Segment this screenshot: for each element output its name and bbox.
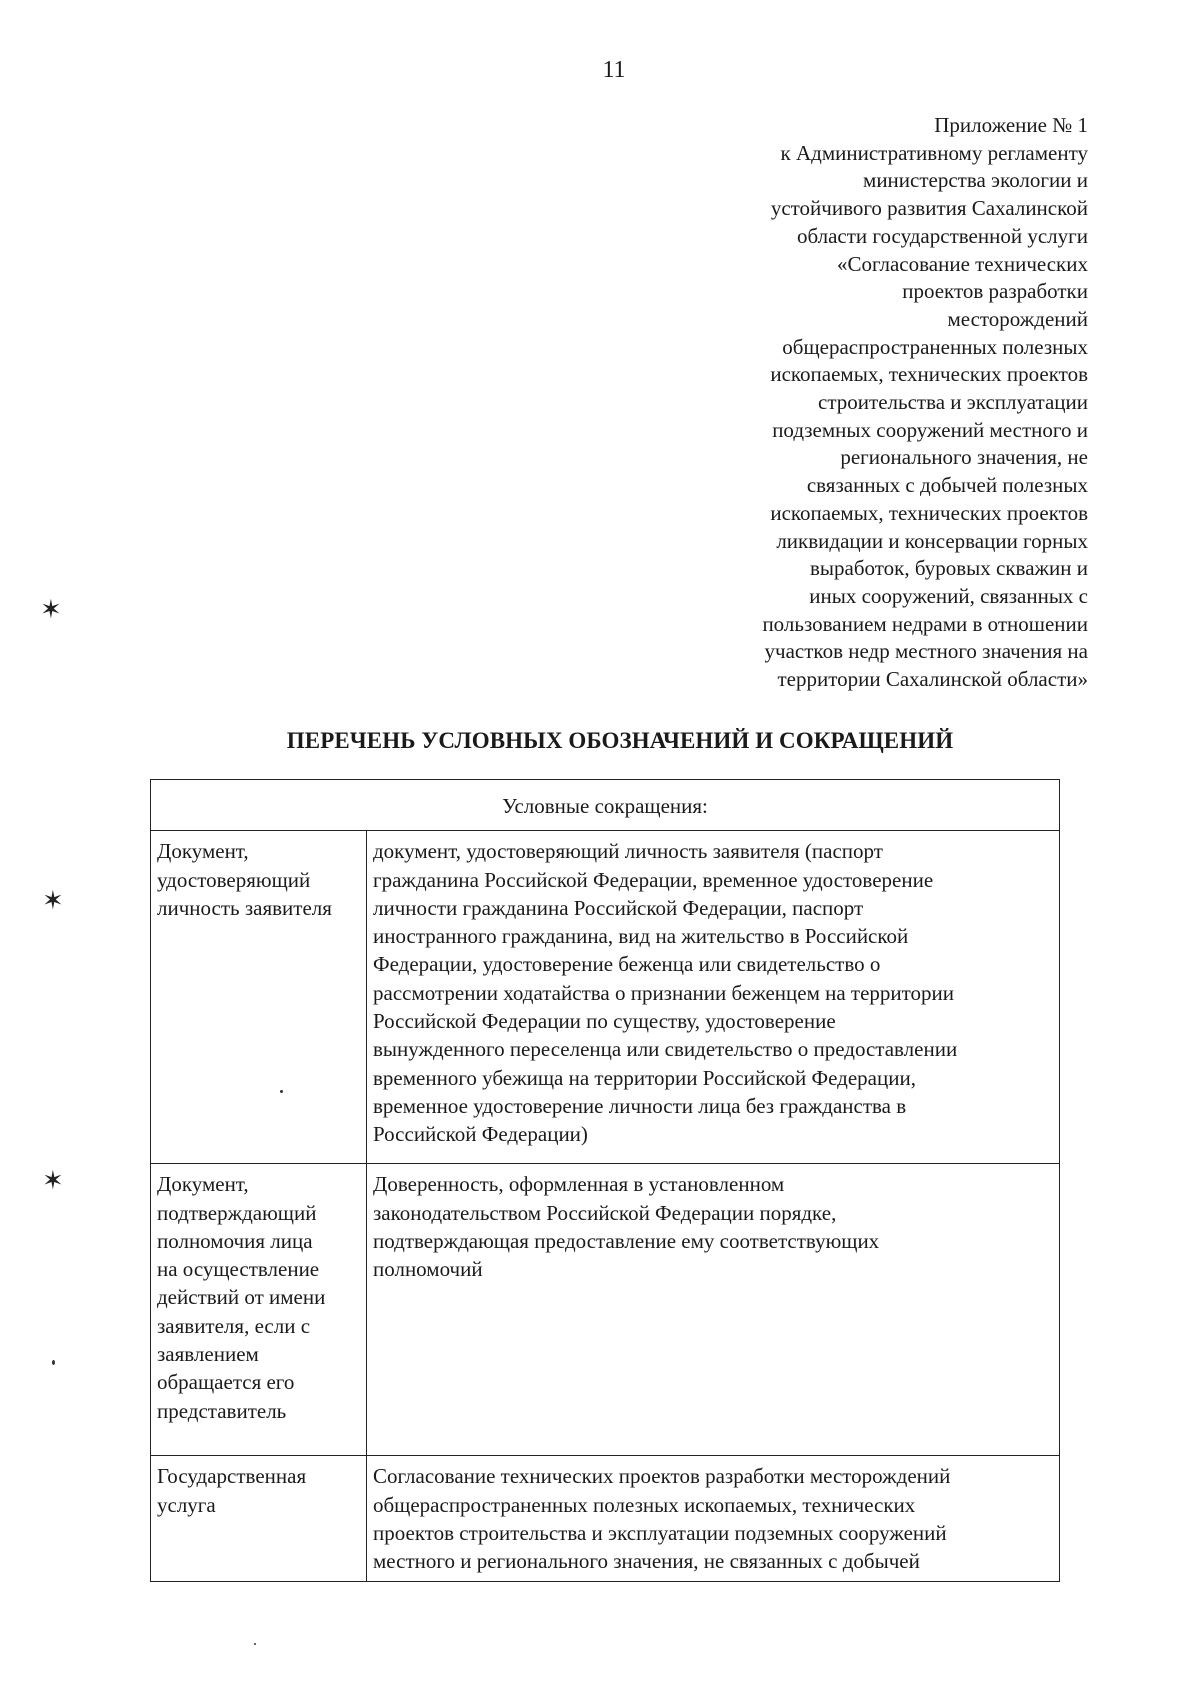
annex-line: территории Сахалинской области» xyxy=(777,667,1088,692)
definition-line: временное удостоверение личности лица без гражданства в xyxy=(373,1093,907,1118)
term-line: удостоверяющий xyxy=(157,867,311,892)
annex-header xyxy=(668,112,1088,694)
definition-line: личности гражданина Российской Федерации, паспорт xyxy=(373,895,864,920)
definition-line: Российской Федерации) xyxy=(373,1122,588,1147)
definition-line: подтверждающая предоставление ему соответствующих xyxy=(373,1228,880,1253)
definition-line: проектов строительства и эксплуатации подземных сооружений xyxy=(373,1520,947,1545)
term-line: личность заявителя xyxy=(157,895,332,920)
scan-speck xyxy=(280,1090,283,1093)
definition-line: Доверенность, оформленная в установленном xyxy=(373,1172,785,1197)
annex-line: иных сооружений, связанных с xyxy=(809,583,1088,608)
term-line: на осуществление xyxy=(157,1257,320,1282)
term-line: обращается его xyxy=(157,1370,295,1395)
annex-line: «Согласование технических xyxy=(836,251,1088,276)
table-row xyxy=(151,1164,1060,1456)
term-line: действий от имени xyxy=(157,1285,326,1310)
term-line: представитель xyxy=(157,1398,287,1423)
definition-line: рассмотрении ходатайства о признании беженцем на территории xyxy=(373,980,955,1005)
definition-line: Федерации, удостоверение беженца или свидетельство о xyxy=(373,952,881,977)
document-title: ПЕРЕЧЕНЬ УСЛОВНЫХ ОБОЗНАЧЕНИЙ И СОКРАЩЕНИЙ xyxy=(286,728,954,753)
definition-line: законодательством Российской Федерации порядке, xyxy=(373,1200,837,1225)
definition-line: полномочий xyxy=(373,1257,483,1282)
term-line: заявлением xyxy=(157,1342,259,1367)
term-cell xyxy=(151,831,367,1164)
annex-line: общераспространенных полезных xyxy=(782,334,1088,359)
definition-line: вынужденного переселенца или свидетельство о предоставлении xyxy=(373,1037,958,1062)
term-line: Документ, xyxy=(157,1172,249,1197)
annex-line: ископаемых, технических проектов xyxy=(770,362,1088,387)
annex-line: регионального значения, не xyxy=(840,445,1088,470)
term-line: Документ, xyxy=(157,839,249,864)
annex-line: Приложение № 1 xyxy=(934,113,1088,137)
annex-line: ликвидации и консервации горных xyxy=(776,528,1088,553)
annex-line: министерства экологии и xyxy=(863,168,1088,193)
annex-line: к Административному регламенту xyxy=(780,140,1088,165)
table-header: Условные сокращения: xyxy=(151,780,1060,831)
scan-blot-mark: ✶ xyxy=(42,886,64,915)
scan-speck xyxy=(52,1360,55,1365)
definition-line: общераспространенных полезных ископаемых, технических xyxy=(373,1492,916,1517)
scan-speck xyxy=(254,1643,256,1645)
annex-line: пользованием недрами в отношении xyxy=(762,611,1088,636)
definition-line: местного и регионального значения, не связанных с добычей xyxy=(373,1549,920,1574)
definition-line: документ, удостоверяющий личность заявителя (паспорт xyxy=(373,839,883,864)
annex-line: устойчивого развития Сахалинской xyxy=(770,196,1088,221)
annex-line: месторождений xyxy=(947,306,1088,331)
definition-line: Российской Федерации по существу, удостоверение xyxy=(373,1009,836,1034)
table-row xyxy=(151,1456,1060,1582)
definition-line: Согласование технических проектов разработки месторождений xyxy=(373,1464,951,1489)
term-line: Государственная xyxy=(157,1464,307,1489)
definition-line: иностранного гражданина, вид на жительство в Российской xyxy=(373,924,909,949)
abbreviations-table xyxy=(150,779,1060,1582)
annex-line: ископаемых, технических проектов xyxy=(770,500,1088,525)
term-line: полномочия лица xyxy=(157,1228,313,1253)
annex-line: связанных с добычей полезных xyxy=(806,473,1088,498)
annex-line: подземных сооружений местного и xyxy=(772,417,1088,442)
term-cell xyxy=(151,1164,367,1456)
annex-line: области государственной услуги xyxy=(796,223,1088,248)
table-header-row xyxy=(151,780,1060,831)
annex-line: проектов разработки xyxy=(902,279,1088,304)
annex-line: участков недр местного значения на xyxy=(764,639,1088,664)
definition-cell xyxy=(367,1164,1060,1456)
annex-line: выработок, буровых скважин и xyxy=(810,556,1088,581)
definition-cell xyxy=(367,1456,1060,1582)
scan-blot-mark: ✶ xyxy=(40,595,62,624)
term-line: подтверждающий xyxy=(157,1200,317,1225)
table-row xyxy=(151,831,1060,1164)
page-number: 11 xyxy=(602,57,626,83)
term-line: услуга xyxy=(157,1492,216,1517)
definition-line: временного убежища на территории Российской Федерации, xyxy=(373,1065,916,1090)
term-cell xyxy=(151,1456,367,1582)
term-line: заявителя, если с xyxy=(157,1313,311,1338)
definition-cell xyxy=(367,831,1060,1164)
definition-line: гражданина Российской Федерации, временное удостоверение xyxy=(373,867,934,892)
scan-blot-mark: ✶ xyxy=(42,1166,64,1195)
annex-line: строительства и эксплуатации xyxy=(818,390,1088,415)
